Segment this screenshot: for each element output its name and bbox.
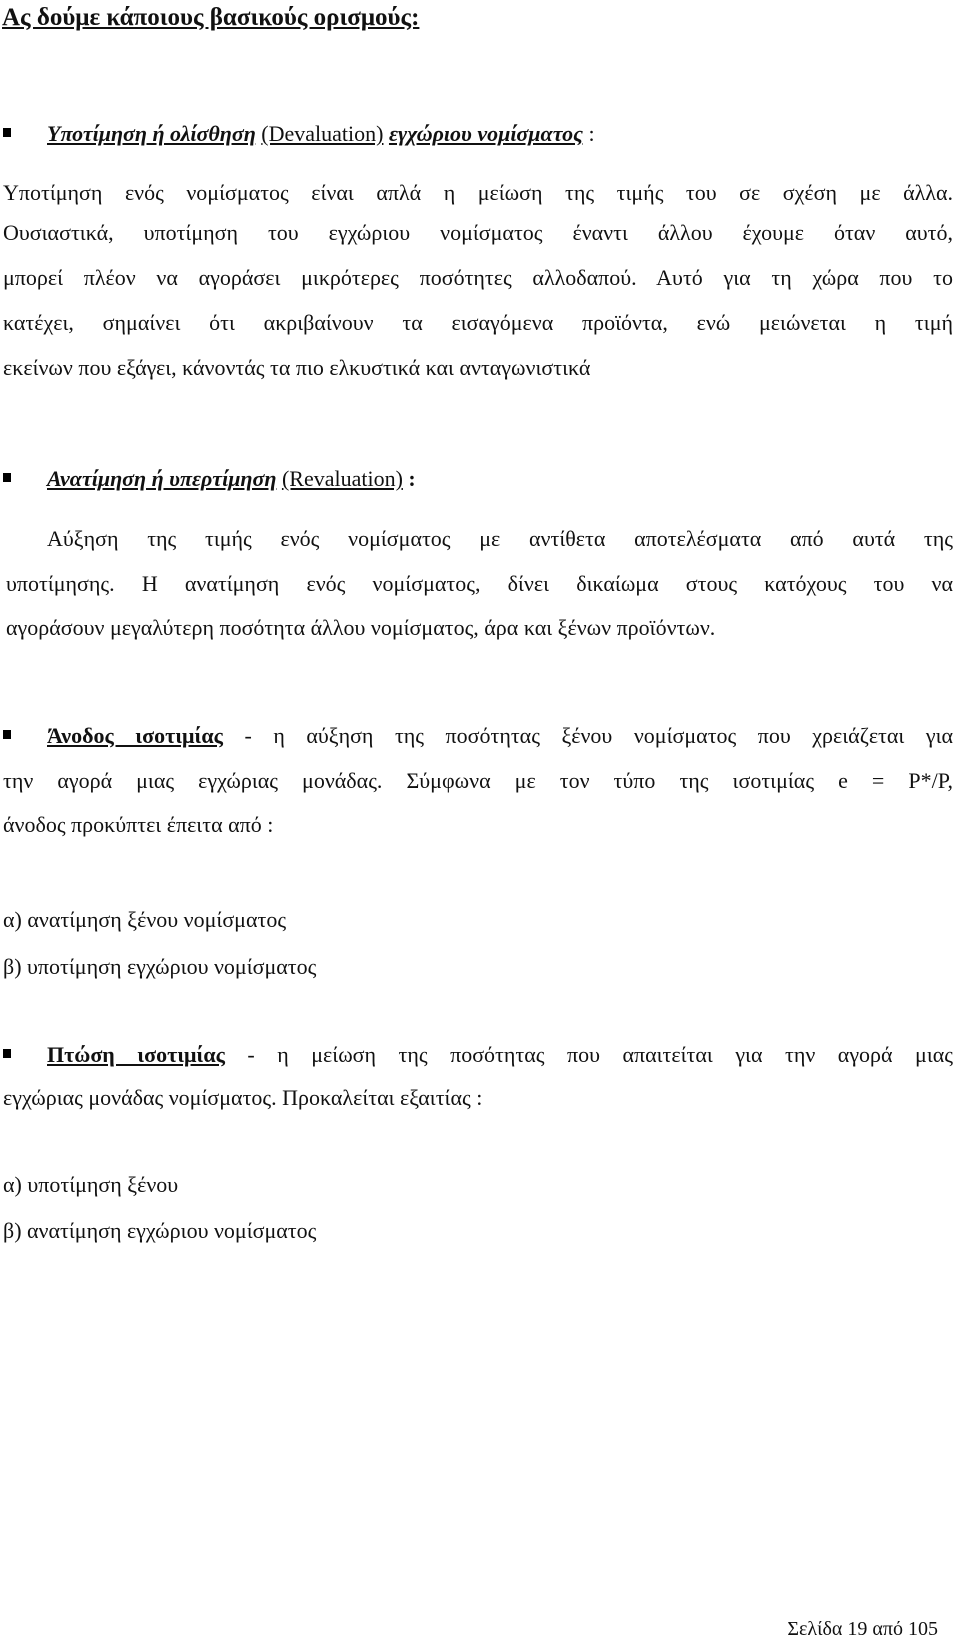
term-english: (Revaluation) <box>281 466 403 491</box>
paragraph-line: αγοράσουν μεγαλύτερη ποσότητα άλλου νομίσματος, άρα και ξένων προϊόντων. <box>6 615 716 640</box>
paragraph-line: μπορεί πλέον να αγοράσει μικρότερες ποσότητες αλλοδαπού. Αυτό για τη χώρα που το <box>3 265 953 290</box>
term-english: (Devaluation) <box>261 121 384 146</box>
list-item: β) ανατίμηση εγχώριου νομίσματος <box>3 1218 317 1243</box>
term-dash: - <box>247 1042 255 1067</box>
term: Πτώση ισοτιμίας <box>47 1042 225 1067</box>
term-suffix: : <box>408 466 416 491</box>
bullet-icon <box>3 1049 11 1058</box>
rise-heading <box>47 722 953 750</box>
paragraph-line: εγχώριας μονάδας νομίσματος. Προκαλείται εξαιτίας : <box>3 1085 483 1110</box>
term: Άνοδος ισοτιμίας <box>47 723 223 748</box>
list-item: α) ανατίμηση ξένου νομίσματος <box>3 907 287 932</box>
fall-heading <box>47 1041 953 1069</box>
paragraph-line: Αύξηση της τιμής ενός νομίσματος με αντίθετα αποτελέσματα από αυτά της <box>47 526 953 551</box>
bullet-icon <box>3 730 11 739</box>
paragraph-line: Ουσιαστικά, υποτίμηση του εγχώριου νομίσματος έναντι άλλου έχουμε όταν αυτό, <box>3 220 953 245</box>
paragraph-line: την αγορά μιας εγχώριας μονάδας. Σύμφωνα με τον τύπο της ισοτιμίας e = P*/P, <box>3 768 953 793</box>
paragraph-line: υποτίμησης. Η ανατίμηση ενός νομίσματος, δίνει δικαίωμα στους κατόχους του να <box>6 571 953 596</box>
term-qualifier: εγχώριου νομίσματος <box>388 121 583 146</box>
list-item: β) υποτίμηση εγχώριου νομίσματος <box>3 954 317 979</box>
term-suffix: : <box>588 121 595 146</box>
bullet-icon <box>3 128 11 137</box>
term-definition: η μείωση της ποσότητας που απαιτείται για την αγορά μιας <box>277 1042 954 1067</box>
term: Ανατίμηση ή υπερτίμηση <box>47 466 277 491</box>
revaluation-heading <box>47 465 960 493</box>
term-dash: - <box>244 723 252 748</box>
bullet-icon <box>3 473 11 482</box>
list-item: α) υποτίμηση ξένου <box>3 1172 179 1197</box>
paragraph-line: άνοδος προκύπτει έπειτα από : <box>3 812 274 837</box>
paragraph-line: εκείνων που εξάγει, κάνοντάς τα πιο ελκυστικά και ανταγωνιστικά <box>3 355 591 380</box>
paragraph-line: Υποτίμηση ενός νομίσματος είναι απλά η μείωση της τιμής του σε σχέση με άλλα. <box>3 180 953 205</box>
devaluation-heading <box>47 120 960 148</box>
page-title: Ας δούμε κάποιους βασικούς ορισμούς: <box>2 4 420 31</box>
term-definition: η αύξηση της ποσότητας ξένου νομίσματος που χρειάζεται για <box>273 723 954 748</box>
page-number: Σελίδα 19 από 105 <box>787 1618 938 1640</box>
term: Υποτίμηση ή ολίσθηση <box>47 121 256 146</box>
paragraph-line: κατέχει, σημαίνει ότι ακριβαίνουν τα εισαγόμενα προϊόντα, ενώ μειώνεται η τιμή <box>3 310 953 335</box>
